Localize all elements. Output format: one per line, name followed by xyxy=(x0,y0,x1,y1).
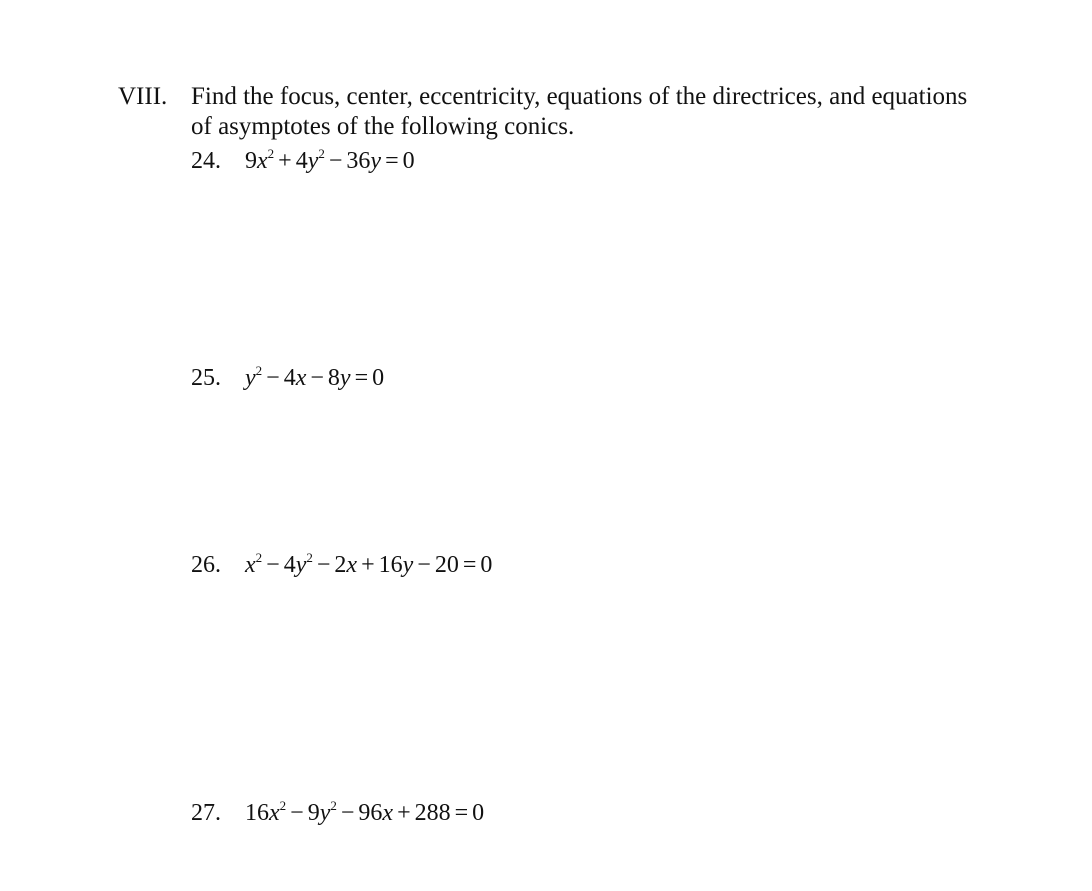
constant: 20 xyxy=(434,552,459,578)
variable: y xyxy=(402,552,414,578)
exponent: 2 xyxy=(330,798,337,813)
constant: 0 xyxy=(472,800,485,826)
constant: 16 xyxy=(378,552,403,578)
variable: y xyxy=(319,800,331,826)
operator: − xyxy=(316,552,331,578)
problem-26 xyxy=(191,550,492,580)
problem-number: 24. xyxy=(191,148,221,174)
operator: − xyxy=(266,552,280,578)
variable: x xyxy=(257,148,268,174)
problem-27 xyxy=(191,798,484,828)
constant: 9 xyxy=(307,800,320,826)
variable: y xyxy=(339,365,351,391)
variable: y xyxy=(295,552,307,578)
exponent: 2 xyxy=(318,146,325,161)
constant: 0 xyxy=(480,552,493,578)
constant: 4 xyxy=(283,552,296,578)
constant: 0 xyxy=(402,148,415,174)
variable: x xyxy=(382,800,394,826)
problem-equation xyxy=(245,365,384,391)
problem-equation xyxy=(245,148,415,174)
problem-24 xyxy=(191,146,415,176)
operator: − xyxy=(417,552,431,578)
problem-25 xyxy=(191,363,384,393)
exponent: 2 xyxy=(255,363,263,378)
variable: x xyxy=(269,800,280,826)
operator: − xyxy=(290,800,304,826)
constant: 0 xyxy=(372,365,385,391)
constant: 9 xyxy=(245,148,257,174)
exponent: 2 xyxy=(279,798,287,813)
operator: + xyxy=(397,800,411,826)
problem-number: 27. xyxy=(191,800,221,826)
constant: 36 xyxy=(346,148,371,174)
operator: = xyxy=(385,148,399,174)
constant: 16 xyxy=(245,800,269,826)
constant: 288 xyxy=(414,800,451,826)
constant: 4 xyxy=(283,365,296,391)
section-instructions: Find the focus, center, eccentricity, equations of the directrices, and equations of asymptotes of the following conics. xyxy=(191,83,968,140)
operator: = xyxy=(462,552,477,578)
constant: 2 xyxy=(334,552,347,578)
problem-number: 26. xyxy=(191,552,221,578)
variable: x xyxy=(346,552,358,578)
problem-equation xyxy=(245,800,484,826)
operator: − xyxy=(340,800,355,826)
section-number: VIII. xyxy=(118,83,168,110)
variable: y xyxy=(370,148,382,174)
exponent: 2 xyxy=(306,550,313,565)
operator: = xyxy=(454,800,469,826)
operator: = xyxy=(354,365,369,391)
operator: − xyxy=(310,365,324,391)
problem-number: 25. xyxy=(191,365,221,391)
constant: 4 xyxy=(295,148,308,174)
constant: 8 xyxy=(327,365,340,391)
exponent: 2 xyxy=(267,146,275,161)
operator: + xyxy=(361,552,375,578)
operator: + xyxy=(278,148,292,174)
variable: x xyxy=(245,552,256,578)
problem-equation xyxy=(245,552,492,578)
operator: − xyxy=(266,365,280,391)
constant: 96 xyxy=(358,800,383,826)
variable: y xyxy=(307,148,319,174)
variable: y xyxy=(245,365,256,391)
variable: x xyxy=(295,365,307,391)
operator: − xyxy=(328,148,343,174)
exponent: 2 xyxy=(255,550,263,565)
